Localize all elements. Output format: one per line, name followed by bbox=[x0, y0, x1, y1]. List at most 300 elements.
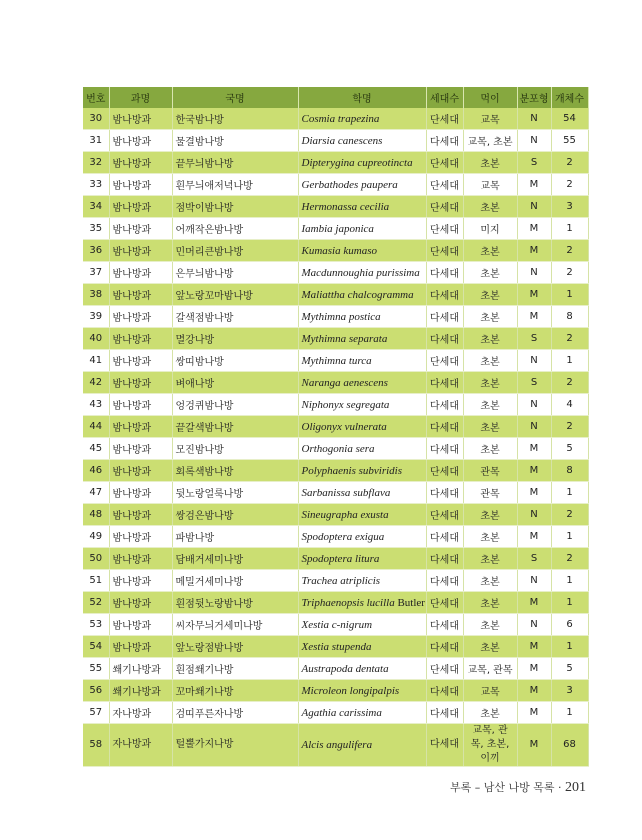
cell-generations: 단세대 bbox=[426, 152, 463, 174]
table-row bbox=[83, 548, 588, 570]
cell-food: 초본 bbox=[463, 526, 517, 548]
cell-food: 교목, 초본 bbox=[463, 130, 517, 152]
cell-family: 밤나방과 bbox=[109, 108, 172, 130]
cell-korean-name: 회록색밤나방 bbox=[172, 460, 298, 482]
cell-family: 밤나방과 bbox=[109, 174, 172, 196]
cell-number: 33 bbox=[83, 174, 109, 196]
table-row bbox=[83, 350, 588, 372]
cell-scientific-name bbox=[298, 592, 426, 614]
scientific-name-text: Microleon longipalpis bbox=[301, 684, 400, 697]
cell-number: 36 bbox=[83, 240, 109, 262]
cell-family: 밤나방과 bbox=[109, 240, 172, 262]
scientific-name-text: Sarbanissa subflava bbox=[301, 486, 391, 499]
table-row bbox=[83, 570, 588, 592]
cell-scientific-name bbox=[298, 460, 426, 482]
scientific-name-text: Iambia japonica bbox=[301, 222, 374, 235]
header-generations: 세대수 bbox=[426, 87, 463, 108]
header-distribution: 분포형 bbox=[517, 87, 551, 108]
cell-generations: 다세대 bbox=[426, 306, 463, 328]
scientific-name-text: Cosmia trapezina bbox=[301, 112, 380, 125]
cell-distribution: N bbox=[517, 130, 551, 152]
cell-distribution: M bbox=[517, 592, 551, 614]
cell-family: 밤나방과 bbox=[109, 152, 172, 174]
cell-food: 초본 bbox=[463, 152, 517, 174]
scientific-name-text: Hermonassa cecilia bbox=[301, 200, 390, 213]
scientific-name-text: Niphonyx segregata bbox=[301, 398, 390, 411]
cell-family: 밤나방과 bbox=[109, 262, 172, 284]
scientific-name-text: Spodoptera litura bbox=[301, 552, 380, 565]
cell-number: 48 bbox=[83, 504, 109, 526]
cell-generations: 다세대 bbox=[426, 570, 463, 592]
cell-food: 교목 bbox=[463, 108, 517, 130]
cell-scientific-name bbox=[298, 526, 426, 548]
cell-food: 관목 bbox=[463, 482, 517, 504]
cell-food: 초본 bbox=[463, 284, 517, 306]
cell-distribution: N bbox=[517, 504, 551, 526]
cell-number: 40 bbox=[83, 328, 109, 350]
cell-number: 55 bbox=[83, 658, 109, 680]
table-row bbox=[83, 614, 588, 636]
table-row bbox=[83, 636, 588, 658]
cell-food: 교목, 관목 bbox=[463, 658, 517, 680]
scientific-name-text: Spodoptera exigua bbox=[301, 530, 385, 543]
cell-number: 39 bbox=[83, 306, 109, 328]
cell-family: 자나방과 bbox=[109, 724, 172, 767]
cell-generations: 다세대 bbox=[426, 702, 463, 724]
cell-food: 미지 bbox=[463, 218, 517, 240]
cell-generations: 단세대 bbox=[426, 460, 463, 482]
cell-distribution: M bbox=[517, 680, 551, 702]
scientific-name-text: Mythimna postica bbox=[301, 310, 381, 323]
cell-food: 초본 bbox=[463, 416, 517, 438]
cell-korean-name: 앞노랑꼬마밤나방 bbox=[172, 284, 298, 306]
cell-korean-name: 한국밤나방 bbox=[172, 108, 298, 130]
cell-generations: 다세대 bbox=[426, 372, 463, 394]
cell-count: 3 bbox=[551, 680, 588, 702]
cell-number: 42 bbox=[83, 372, 109, 394]
cell-korean-name: 벼애나방 bbox=[172, 372, 298, 394]
cell-number: 45 bbox=[83, 438, 109, 460]
table-row bbox=[83, 262, 588, 284]
cell-distribution: S bbox=[517, 372, 551, 394]
cell-generations: 다세대 bbox=[426, 724, 463, 767]
cell-count: 1 bbox=[551, 702, 588, 724]
table-row bbox=[83, 196, 588, 218]
scientific-name-text: Mythimna turca bbox=[301, 354, 372, 367]
cell-generations: 단세대 bbox=[426, 196, 463, 218]
cell-count: 6 bbox=[551, 614, 588, 636]
cell-food: 초본 bbox=[463, 372, 517, 394]
cell-korean-name: 갈색점밤나방 bbox=[172, 306, 298, 328]
cell-food: 초본 bbox=[463, 196, 517, 218]
cell-generations: 다세대 bbox=[426, 394, 463, 416]
cell-food: 초본 bbox=[463, 240, 517, 262]
cell-count: 1 bbox=[551, 636, 588, 658]
header-family: 과명 bbox=[109, 87, 172, 108]
table-row bbox=[83, 504, 588, 526]
cell-number: 50 bbox=[83, 548, 109, 570]
scientific-name-text: Agathia carissima bbox=[301, 706, 382, 719]
cell-count: 2 bbox=[551, 372, 588, 394]
table-row bbox=[83, 724, 588, 767]
scientific-name-text: Alcis angulifera bbox=[301, 739, 373, 751]
cell-number: 51 bbox=[83, 570, 109, 592]
cell-count: 2 bbox=[551, 548, 588, 570]
cell-count: 2 bbox=[551, 262, 588, 284]
footer-section-title: 부록 – 남산 나방 목록 · bbox=[450, 781, 562, 794]
cell-number: 57 bbox=[83, 702, 109, 724]
header-food: 먹이 bbox=[463, 87, 517, 108]
cell-number: 58 bbox=[83, 724, 109, 767]
moth-species-table bbox=[83, 87, 589, 767]
cell-scientific-name bbox=[298, 636, 426, 658]
cell-generations: 단세대 bbox=[426, 108, 463, 130]
scientific-name-text: Naranga aenescens bbox=[301, 376, 388, 389]
table-row bbox=[83, 526, 588, 548]
cell-distribution: N bbox=[517, 394, 551, 416]
cell-number: 53 bbox=[83, 614, 109, 636]
cell-korean-name: 메밀거세미나방 bbox=[172, 570, 298, 592]
cell-count: 8 bbox=[551, 460, 588, 482]
cell-family: 밤나방과 bbox=[109, 196, 172, 218]
table-row bbox=[83, 284, 588, 306]
cell-scientific-name bbox=[298, 614, 426, 636]
header-count: 개체수 bbox=[551, 87, 588, 108]
cell-generations: 다세대 bbox=[426, 482, 463, 504]
table-row bbox=[83, 240, 588, 262]
cell-generations: 다세대 bbox=[426, 416, 463, 438]
cell-number: 46 bbox=[83, 460, 109, 482]
cell-family: 밤나방과 bbox=[109, 592, 172, 614]
cell-food: 초본 bbox=[463, 438, 517, 460]
table-row bbox=[83, 152, 588, 174]
cell-food: 교목 bbox=[463, 174, 517, 196]
cell-count: 1 bbox=[551, 218, 588, 240]
table-row bbox=[83, 218, 588, 240]
header-korean-name: 국명 bbox=[172, 87, 298, 108]
cell-distribution: M bbox=[517, 306, 551, 328]
scientific-name-text: Maliattha chalcogramma bbox=[301, 288, 414, 301]
cell-distribution: M bbox=[517, 702, 551, 724]
cell-distribution: N bbox=[517, 262, 551, 284]
cell-number: 43 bbox=[83, 394, 109, 416]
cell-distribution: M bbox=[517, 482, 551, 504]
cell-scientific-name bbox=[298, 548, 426, 570]
cell-family: 밤나방과 bbox=[109, 306, 172, 328]
cell-korean-name: 점박이밤나방 bbox=[172, 196, 298, 218]
cell-family: 밤나방과 bbox=[109, 526, 172, 548]
table-row bbox=[83, 328, 588, 350]
table-row bbox=[83, 372, 588, 394]
cell-number: 52 bbox=[83, 592, 109, 614]
cell-count: 8 bbox=[551, 306, 588, 328]
table-row bbox=[83, 592, 588, 614]
cell-korean-name: 흰무늬애저녁나방 bbox=[172, 174, 298, 196]
cell-distribution: M bbox=[517, 174, 551, 196]
cell-distribution: M bbox=[517, 526, 551, 548]
scientific-name-text: Macdunnoughia purissima bbox=[301, 266, 420, 279]
cell-food: 초본 bbox=[463, 262, 517, 284]
table-row bbox=[83, 658, 588, 680]
cell-scientific-name bbox=[298, 482, 426, 504]
cell-number: 54 bbox=[83, 636, 109, 658]
cell-korean-name: 꼬마쐐기나방 bbox=[172, 680, 298, 702]
cell-korean-name: 앞노랑점밤나방 bbox=[172, 636, 298, 658]
cell-food: 초본 bbox=[463, 702, 517, 724]
cell-distribution: M bbox=[517, 240, 551, 262]
scientific-name-text: Oligonyx vulnerata bbox=[301, 420, 387, 433]
cell-scientific-name bbox=[298, 174, 426, 196]
cell-distribution: M bbox=[517, 284, 551, 306]
cell-food: 교목 bbox=[463, 680, 517, 702]
header-number: 번호 bbox=[83, 87, 109, 108]
cell-generations: 단세대 bbox=[426, 504, 463, 526]
cell-distribution: N bbox=[517, 196, 551, 218]
cell-food: 관목 bbox=[463, 460, 517, 482]
cell-family: 밤나방과 bbox=[109, 504, 172, 526]
cell-family: 쐐기나방과 bbox=[109, 658, 172, 680]
cell-count: 2 bbox=[551, 174, 588, 196]
cell-number: 49 bbox=[83, 526, 109, 548]
cell-scientific-name bbox=[298, 262, 426, 284]
cell-distribution: N bbox=[517, 570, 551, 592]
cell-family: 밤나방과 bbox=[109, 438, 172, 460]
cell-food: 초본 bbox=[463, 570, 517, 592]
cell-scientific-name bbox=[298, 328, 426, 350]
cell-number: 35 bbox=[83, 218, 109, 240]
cell-distribution: N bbox=[517, 350, 551, 372]
cell-food: 초본 bbox=[463, 614, 517, 636]
cell-korean-name: 민머리큰밤나방 bbox=[172, 240, 298, 262]
cell-count: 1 bbox=[551, 570, 588, 592]
cell-count: 68 bbox=[551, 724, 588, 767]
cell-scientific-name bbox=[298, 394, 426, 416]
cell-family: 밤나방과 bbox=[109, 636, 172, 658]
cell-generations: 단세대 bbox=[426, 592, 463, 614]
scientific-name-text: Xestia stupenda bbox=[301, 640, 372, 653]
cell-korean-name: 끝무늬밤나방 bbox=[172, 152, 298, 174]
cell-generations: 단세대 bbox=[426, 174, 463, 196]
author-text: Butler bbox=[394, 596, 425, 609]
cell-korean-name: 뒷노랑얼룩나방 bbox=[172, 482, 298, 504]
cell-scientific-name bbox=[298, 152, 426, 174]
cell-korean-name: 물결밤나방 bbox=[172, 130, 298, 152]
cell-count: 2 bbox=[551, 416, 588, 438]
cell-count: 55 bbox=[551, 130, 588, 152]
cell-number: 34 bbox=[83, 196, 109, 218]
cell-distribution: N bbox=[517, 416, 551, 438]
cell-count: 2 bbox=[551, 504, 588, 526]
cell-family: 밤나방과 bbox=[109, 548, 172, 570]
cell-family: 밤나방과 bbox=[109, 328, 172, 350]
cell-generations: 다세대 bbox=[426, 438, 463, 460]
cell-scientific-name bbox=[298, 658, 426, 680]
cell-generations: 다세대 bbox=[426, 328, 463, 350]
cell-generations: 다세대 bbox=[426, 284, 463, 306]
cell-family: 밤나방과 bbox=[109, 482, 172, 504]
cell-count: 3 bbox=[551, 196, 588, 218]
scientific-name-text: Polyphaenis subviridis bbox=[301, 464, 403, 477]
scientific-name-text: Sineugrapha exusta bbox=[301, 508, 389, 521]
cell-count: 5 bbox=[551, 658, 588, 680]
cell-count: 2 bbox=[551, 240, 588, 262]
cell-food: 초본 bbox=[463, 592, 517, 614]
cell-count: 4 bbox=[551, 394, 588, 416]
cell-scientific-name bbox=[298, 108, 426, 130]
cell-scientific-name bbox=[298, 196, 426, 218]
scientific-name-text: Trachea atriplicis bbox=[301, 574, 381, 587]
cell-family: 밤나방과 bbox=[109, 130, 172, 152]
table-row bbox=[83, 130, 588, 152]
cell-generations: 다세대 bbox=[426, 262, 463, 284]
cell-family: 밤나방과 bbox=[109, 284, 172, 306]
cell-family: 밤나방과 bbox=[109, 350, 172, 372]
cell-scientific-name bbox=[298, 130, 426, 152]
cell-generations: 다세대 bbox=[426, 130, 463, 152]
cell-family: 쐐기나방과 bbox=[109, 680, 172, 702]
cell-number: 32 bbox=[83, 152, 109, 174]
scientific-name-text: Kumasia kumaso bbox=[301, 244, 377, 257]
scientific-name-text: Austrapoda dentata bbox=[301, 662, 389, 675]
cell-distribution: S bbox=[517, 152, 551, 174]
cell-scientific-name bbox=[298, 570, 426, 592]
cell-number: 38 bbox=[83, 284, 109, 306]
cell-family: 밤나방과 bbox=[109, 460, 172, 482]
cell-number: 31 bbox=[83, 130, 109, 152]
cell-korean-name: 쌍띠밤나방 bbox=[172, 350, 298, 372]
cell-generations: 다세대 bbox=[426, 680, 463, 702]
cell-korean-name: 흰점쐐기나방 bbox=[172, 658, 298, 680]
scientific-name-text: Orthogonia sera bbox=[301, 442, 375, 455]
table-row bbox=[83, 306, 588, 328]
cell-scientific-name bbox=[298, 218, 426, 240]
cell-food: 초본 bbox=[463, 636, 517, 658]
table-row bbox=[83, 108, 588, 130]
cell-scientific-name bbox=[298, 680, 426, 702]
cell-scientific-name bbox=[298, 240, 426, 262]
cell-family: 밤나방과 bbox=[109, 570, 172, 592]
cell-korean-name: 모진밤나방 bbox=[172, 438, 298, 460]
cell-food: 초본 bbox=[463, 328, 517, 350]
cell-generations: 단세대 bbox=[426, 350, 463, 372]
scientific-name-text: Gerbathodes paupera bbox=[301, 178, 398, 191]
cell-distribution: S bbox=[517, 548, 551, 570]
table-row bbox=[83, 702, 588, 724]
cell-distribution: M bbox=[517, 460, 551, 482]
scientific-name-text: Xestia c-nigrum bbox=[301, 618, 373, 631]
cell-distribution: M bbox=[517, 218, 551, 240]
scientific-name-text: Dipterygina cupreotincta bbox=[301, 156, 413, 169]
cell-distribution: S bbox=[517, 328, 551, 350]
cell-count: 2 bbox=[551, 328, 588, 350]
cell-korean-name: 파밤나방 bbox=[172, 526, 298, 548]
cell-count: 1 bbox=[551, 592, 588, 614]
cell-scientific-name bbox=[298, 438, 426, 460]
cell-distribution: M bbox=[517, 636, 551, 658]
cell-count: 54 bbox=[551, 108, 588, 130]
scientific-name-text: Triphaenopsis lucilla bbox=[301, 596, 395, 609]
cell-scientific-name bbox=[298, 416, 426, 438]
cell-generations: 단세대 bbox=[426, 218, 463, 240]
cell-family: 밤나방과 bbox=[109, 218, 172, 240]
cell-number: 37 bbox=[83, 262, 109, 284]
cell-korean-name: 멸강나방 bbox=[172, 328, 298, 350]
cell-generations: 다세대 bbox=[426, 548, 463, 570]
cell-scientific-name bbox=[298, 504, 426, 526]
cell-korean-name: 엉겅퀴밤나방 bbox=[172, 394, 298, 416]
cell-scientific-name bbox=[298, 702, 426, 724]
cell-korean-name: 털뿔가지나방 bbox=[172, 724, 298, 767]
cell-scientific-name bbox=[298, 306, 426, 328]
cell-korean-name: 쌍검은밤나방 bbox=[172, 504, 298, 526]
page-number: 201 bbox=[565, 780, 586, 795]
table-row bbox=[83, 174, 588, 196]
cell-generations: 다세대 bbox=[426, 526, 463, 548]
cell-distribution: N bbox=[517, 108, 551, 130]
cell-number: 30 bbox=[83, 108, 109, 130]
table-row bbox=[83, 416, 588, 438]
cell-distribution: M bbox=[517, 724, 551, 767]
cell-count: 1 bbox=[551, 482, 588, 504]
cell-scientific-name bbox=[298, 284, 426, 306]
cell-scientific-name bbox=[298, 372, 426, 394]
cell-scientific-name bbox=[298, 350, 426, 372]
table-row bbox=[83, 680, 588, 702]
cell-distribution: N bbox=[517, 614, 551, 636]
cell-distribution: M bbox=[517, 658, 551, 680]
header-scientific-name: 학명 bbox=[298, 87, 426, 108]
cell-korean-name: 은무늬밤나방 bbox=[172, 262, 298, 284]
cell-count: 1 bbox=[551, 350, 588, 372]
cell-scientific-name bbox=[298, 724, 426, 767]
cell-number: 44 bbox=[83, 416, 109, 438]
cell-family: 자나방과 bbox=[109, 702, 172, 724]
cell-food: 초본 bbox=[463, 548, 517, 570]
table-row bbox=[83, 460, 588, 482]
page-footer bbox=[450, 779, 586, 796]
table-row bbox=[83, 482, 588, 504]
cell-generations: 다세대 bbox=[426, 636, 463, 658]
cell-family: 밤나방과 bbox=[109, 614, 172, 636]
cell-generations: 다세대 bbox=[426, 614, 463, 636]
table-header-row bbox=[83, 87, 588, 108]
cell-count: 5 bbox=[551, 438, 588, 460]
cell-number: 56 bbox=[83, 680, 109, 702]
cell-korean-name: 어깨작은밤나방 bbox=[172, 218, 298, 240]
cell-food: 초본 bbox=[463, 350, 517, 372]
cell-family: 밤나방과 bbox=[109, 394, 172, 416]
cell-food: 초본 bbox=[463, 306, 517, 328]
cell-korean-name: 담배거세미나방 bbox=[172, 548, 298, 570]
cell-number: 47 bbox=[83, 482, 109, 504]
scientific-name-text: Diarsia canescens bbox=[301, 134, 383, 147]
cell-korean-name: 검띠푸른자나방 bbox=[172, 702, 298, 724]
scientific-name-text: Mythimna separata bbox=[301, 332, 388, 345]
cell-food: 초본 bbox=[463, 504, 517, 526]
cell-korean-name: 흰점뒷노랑밤나방 bbox=[172, 592, 298, 614]
cell-korean-name: 씨자무늬거세미나방 bbox=[172, 614, 298, 636]
cell-distribution: M bbox=[517, 438, 551, 460]
cell-count: 2 bbox=[551, 152, 588, 174]
cell-food: 교목, 관목, 초본, 이끼 bbox=[463, 724, 517, 767]
cell-generations: 단세대 bbox=[426, 658, 463, 680]
cell-family: 밤나방과 bbox=[109, 416, 172, 438]
table-row bbox=[83, 438, 588, 460]
cell-number: 41 bbox=[83, 350, 109, 372]
cell-korean-name: 끝갈색밤나방 bbox=[172, 416, 298, 438]
cell-count: 1 bbox=[551, 284, 588, 306]
cell-food: 초본 bbox=[463, 394, 517, 416]
